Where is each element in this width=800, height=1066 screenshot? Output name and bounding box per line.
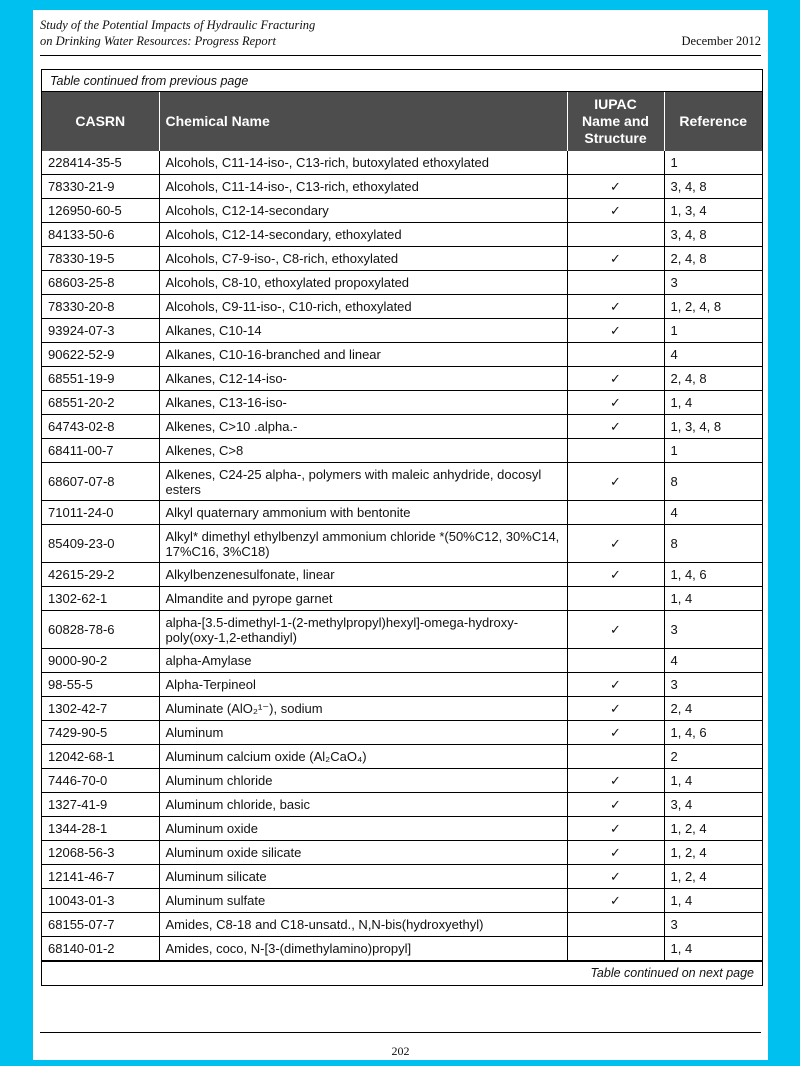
cell-casrn: 68607-07-8 — [42, 463, 159, 501]
report-date: December 2012 — [681, 34, 761, 48]
page-number: 202 — [391, 1044, 410, 1058]
cell-iupac-check — [567, 439, 664, 463]
cell-casrn: 60828-78-6 — [42, 611, 159, 649]
cell-chemical-name: Aluminum calcium oxide (Al₂CaO₄) — [159, 745, 567, 769]
cell-chemical-name: Alcohols, C12-14-secondary, ethoxylated — [159, 223, 567, 247]
cell-casrn: 7429-90-5 — [42, 721, 159, 745]
table-row — [42, 769, 762, 793]
cell-chemical-name: Aluminum chloride, basic — [159, 793, 567, 817]
table-body — [42, 151, 762, 961]
cell-casrn: 78330-21-9 — [42, 175, 159, 199]
table-row — [42, 223, 762, 247]
table-row — [42, 343, 762, 367]
cell-iupac-check — [567, 223, 664, 247]
cell-iupac-check: ✓ — [567, 199, 664, 223]
cell-iupac-check: ✓ — [567, 841, 664, 865]
table-row — [42, 673, 762, 697]
column-header-iupac — [567, 92, 664, 151]
cell-reference: 2, 4, 8 — [664, 367, 762, 391]
cell-iupac-check: ✓ — [567, 721, 664, 745]
cell-iupac-check: ✓ — [567, 889, 664, 913]
cell-iupac-check: ✓ — [567, 175, 664, 199]
cell-chemical-name: Amides, coco, N-[3-(dimethylamino)propyl] — [159, 937, 567, 961]
cell-chemical-name: Aluminate (AlO₂¹⁻), sodium — [159, 697, 567, 721]
cell-casrn: 12068-56-3 — [42, 841, 159, 865]
table-row — [42, 649, 762, 673]
cell-iupac-check: ✓ — [567, 793, 664, 817]
cell-reference: 1, 2, 4 — [664, 865, 762, 889]
cell-chemical-name: Alkyl* dimethyl ethylbenzyl ammonium chloride *(50%C12, 30%C14, 17%C16, 3%C18) — [159, 525, 567, 563]
table-row — [42, 889, 762, 913]
table-row — [42, 439, 762, 463]
cell-reference: 3 — [664, 673, 762, 697]
cell-reference: 1, 2, 4 — [664, 841, 762, 865]
table-row — [42, 697, 762, 721]
cell-iupac-check: ✓ — [567, 611, 664, 649]
table-row — [42, 525, 762, 563]
cell-iupac-check: ✓ — [567, 247, 664, 271]
cell-chemical-name: Aluminum silicate — [159, 865, 567, 889]
cell-chemical-name: Alcohols, C11-14-iso-, C13-rich, butoxylated ethoxylated — [159, 151, 567, 175]
cell-reference: 3, 4, 8 — [664, 223, 762, 247]
cell-iupac-check — [567, 271, 664, 295]
cell-casrn: 1344-28-1 — [42, 817, 159, 841]
table-header-row — [42, 92, 762, 151]
cell-chemical-name: Alcohols, C12-14-secondary — [159, 199, 567, 223]
cell-casrn: 68603-25-8 — [42, 271, 159, 295]
cell-reference: 1, 3, 4 — [664, 199, 762, 223]
column-header-casrn: CASRN — [42, 92, 159, 151]
cell-chemical-name: Aluminum oxide silicate — [159, 841, 567, 865]
cell-reference: 1, 2, 4, 8 — [664, 295, 762, 319]
cell-reference: 4 — [664, 501, 762, 525]
cell-iupac-check: ✓ — [567, 769, 664, 793]
cell-reference: 1, 4 — [664, 587, 762, 611]
cell-iupac-check: ✓ — [567, 367, 664, 391]
cell-casrn: 9000-90-2 — [42, 649, 159, 673]
cell-chemical-name: Alkyl quaternary ammonium with bentonite — [159, 501, 567, 525]
iupac-header-line1: IUPAC — [594, 96, 637, 112]
table-row — [42, 817, 762, 841]
cell-casrn: 68551-19-9 — [42, 367, 159, 391]
cell-iupac-check: ✓ — [567, 391, 664, 415]
iupac-header-line2: Name and — [582, 113, 649, 129]
cell-iupac-check — [567, 501, 664, 525]
table-row — [42, 319, 762, 343]
table-row — [42, 175, 762, 199]
cell-iupac-check: ✓ — [567, 295, 664, 319]
cell-reference: 3 — [664, 611, 762, 649]
table-row — [42, 721, 762, 745]
cell-reference: 1, 4, 6 — [664, 721, 762, 745]
cell-casrn: 68140-01-2 — [42, 937, 159, 961]
table-row — [42, 793, 762, 817]
cell-iupac-check — [567, 937, 664, 961]
chemical-table-container — [41, 69, 763, 986]
table-row — [42, 587, 762, 611]
column-header-reference: Reference — [664, 92, 762, 151]
cell-iupac-check — [567, 343, 664, 367]
table-row — [42, 415, 762, 439]
cell-chemical-name: Alkylbenzenesulfonate, linear — [159, 563, 567, 587]
cell-iupac-check: ✓ — [567, 463, 664, 501]
cell-reference: 1 — [664, 439, 762, 463]
cell-casrn: 78330-20-8 — [42, 295, 159, 319]
chemical-table — [42, 92, 762, 961]
cell-chemical-name: Aluminum chloride — [159, 769, 567, 793]
cell-iupac-check: ✓ — [567, 817, 664, 841]
table-row — [42, 501, 762, 525]
cell-chemical-name: alpha-Amylase — [159, 649, 567, 673]
table-row — [42, 271, 762, 295]
cell-chemical-name: Aluminum sulfate — [159, 889, 567, 913]
cell-reference: 3 — [664, 913, 762, 937]
cell-casrn: 84133-50-6 — [42, 223, 159, 247]
cell-casrn: 68551-20-2 — [42, 391, 159, 415]
report-title — [40, 17, 315, 49]
table-row — [42, 247, 762, 271]
table-row — [42, 199, 762, 223]
cell-iupac-check: ✓ — [567, 697, 664, 721]
cell-casrn: 85409-23-0 — [42, 525, 159, 563]
cell-reference: 4 — [664, 649, 762, 673]
cell-chemical-name: Alkanes, C12-14-iso- — [159, 367, 567, 391]
cell-casrn: 228414-35-5 — [42, 151, 159, 175]
cell-chemical-name: Alcohols, C7-9-iso-, C8-rich, ethoxylated — [159, 247, 567, 271]
cell-reference: 1, 3, 4, 8 — [664, 415, 762, 439]
cell-reference: 1, 4 — [664, 769, 762, 793]
cell-casrn: 42615-29-2 — [42, 563, 159, 587]
table-row — [42, 295, 762, 319]
cell-reference: 3 — [664, 271, 762, 295]
cell-reference: 1 — [664, 151, 762, 175]
cell-chemical-name: Alcohols, C8-10, ethoxylated propoxylated — [159, 271, 567, 295]
cell-reference: 8 — [664, 463, 762, 501]
document-page — [33, 10, 768, 1060]
table-row — [42, 865, 762, 889]
cell-chemical-name: Alpha-Terpineol — [159, 673, 567, 697]
column-header-chemical-name: Chemical Name — [159, 92, 567, 151]
cell-chemical-name: Amides, C8-18 and C18-unsatd., N,N-bis(hydroxyethyl) — [159, 913, 567, 937]
table-row — [42, 937, 762, 961]
cell-iupac-check — [567, 913, 664, 937]
cell-casrn: 90622-52-9 — [42, 343, 159, 367]
cell-casrn: 78330-19-5 — [42, 247, 159, 271]
cell-iupac-check: ✓ — [567, 563, 664, 587]
cell-reference: 4 — [664, 343, 762, 367]
cell-reference: 1, 4 — [664, 937, 762, 961]
table-continued-note: Table continued from previous page — [42, 70, 762, 92]
cell-iupac-check: ✓ — [567, 525, 664, 563]
cell-reference: 2, 4 — [664, 697, 762, 721]
cell-reference: 1, 4, 6 — [664, 563, 762, 587]
cell-iupac-check — [567, 587, 664, 611]
cell-chemical-name: Almandite and pyrope garnet — [159, 587, 567, 611]
cell-reference: 1 — [664, 319, 762, 343]
cell-iupac-check: ✓ — [567, 319, 664, 343]
cell-casrn: 1327-41-9 — [42, 793, 159, 817]
cell-chemical-name: Alkenes, C>10 .alpha.- — [159, 415, 567, 439]
table-row — [42, 151, 762, 175]
cell-chemical-name: Alkenes, C24-25 alpha-, polymers with maleic anhydride, docosyl esters — [159, 463, 567, 501]
cell-chemical-name: Alkanes, C10-14 — [159, 319, 567, 343]
cell-iupac-check: ✓ — [567, 415, 664, 439]
cell-casrn: 98-55-5 — [42, 673, 159, 697]
cell-chemical-name: Alkanes, C10-16-branched and linear — [159, 343, 567, 367]
cell-casrn: 10043-01-3 — [42, 889, 159, 913]
cell-casrn: 64743-02-8 — [42, 415, 159, 439]
footer-divider — [40, 1032, 761, 1033]
cell-reference: 1, 2, 4 — [664, 817, 762, 841]
table-row — [42, 463, 762, 501]
cell-iupac-check: ✓ — [567, 673, 664, 697]
table-row — [42, 391, 762, 415]
cell-iupac-check — [567, 151, 664, 175]
cell-reference: 1, 4 — [664, 889, 762, 913]
table-row — [42, 841, 762, 865]
cell-casrn: 1302-62-1 — [42, 587, 159, 611]
cell-iupac-check — [567, 649, 664, 673]
cell-chemical-name: Aluminum oxide — [159, 817, 567, 841]
cell-reference: 3, 4 — [664, 793, 762, 817]
iupac-header-line3: Structure — [584, 130, 647, 146]
page-header — [40, 15, 761, 56]
cell-casrn: 93924-07-3 — [42, 319, 159, 343]
table-row — [42, 913, 762, 937]
cell-reference: 1, 4 — [664, 391, 762, 415]
cell-iupac-check — [567, 745, 664, 769]
cell-casrn: 126950-60-5 — [42, 199, 159, 223]
table-row — [42, 745, 762, 769]
cell-casrn: 1302-42-7 — [42, 697, 159, 721]
cell-chemical-name: alpha-[3.5-dimethyl-1-(2-methylpropyl)hexyl]-omega-hydroxy-poly(oxy-1,2-ethandiyl) — [159, 611, 567, 649]
cell-chemical-name: Alkenes, C>8 — [159, 439, 567, 463]
cell-reference: 2 — [664, 745, 762, 769]
cell-casrn: 12042-68-1 — [42, 745, 159, 769]
cell-reference: 2, 4, 8 — [664, 247, 762, 271]
table-row — [42, 611, 762, 649]
cell-chemical-name: Alcohols, C11-14-iso-, C13-rich, ethoxylated — [159, 175, 567, 199]
cell-casrn: 71011-24-0 — [42, 501, 159, 525]
cell-iupac-check: ✓ — [567, 865, 664, 889]
cell-casrn: 68411-00-7 — [42, 439, 159, 463]
cell-reference: 8 — [664, 525, 762, 563]
cell-casrn: 12141-46-7 — [42, 865, 159, 889]
report-title-line1: Study of the Potential Impacts of Hydraulic Fracturing — [40, 18, 316, 32]
table-row — [42, 367, 762, 391]
report-title-line2: on Drinking Water Resources: Progress Report — [40, 34, 276, 48]
cell-chemical-name: Aluminum — [159, 721, 567, 745]
cell-chemical-name: Alcohols, C9-11-iso-, C10-rich, ethoxylated — [159, 295, 567, 319]
cell-chemical-name: Alkanes, C13-16-iso- — [159, 391, 567, 415]
cell-casrn: 7446-70-0 — [42, 769, 159, 793]
cell-casrn: 68155-07-7 — [42, 913, 159, 937]
table-continued-next-note: Table continued on next page — [42, 961, 762, 985]
cell-reference: 3, 4, 8 — [664, 175, 762, 199]
table-row — [42, 563, 762, 587]
